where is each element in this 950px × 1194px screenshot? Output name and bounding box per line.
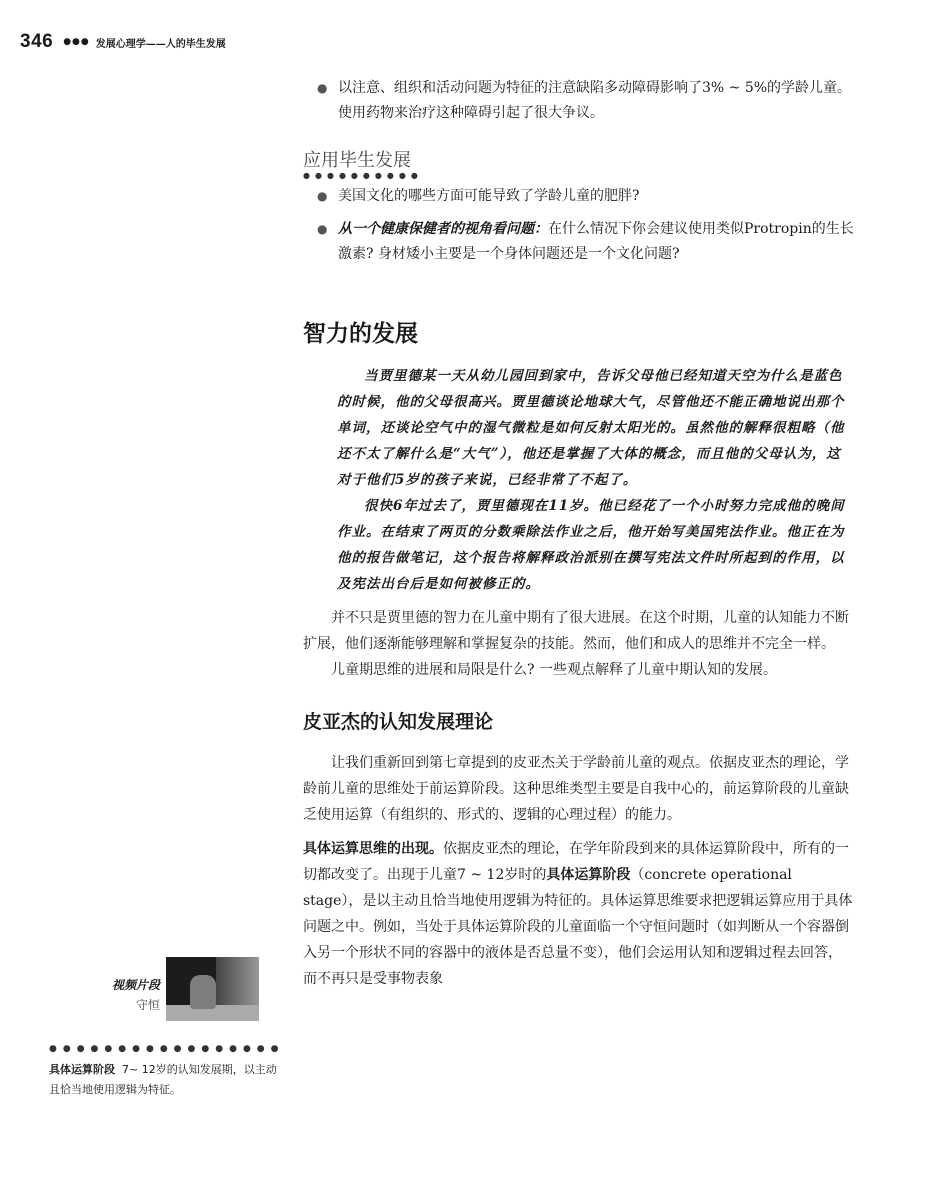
- paragraph-text-a: 依据皮亚杰的理论，在学年阶段到来的具体运算阶段中，所有的一切都改变了。出现于儿童7 ~ 12岁时的: [303, 841, 849, 883]
- paragraph-lead: 具体运算思维的出现。: [303, 841, 443, 857]
- main-column: [303, 76, 855, 992]
- applying-bullet-2-text: 在什么情况下你会建议使用类似Protropin的生长激素? 身材矮小主要是一个身体问题还是一个文化问题?: [338, 221, 854, 262]
- running-title: 发展心理学——人的毕生发展: [95, 38, 226, 50]
- page-header: [20, 30, 226, 54]
- vignette-paragraph-2: 很快6年过去了，贾里德现在11岁。他已经花了一个小时努力完成他的晚间作业。在结束了两页的分数乘除法作业之后，他开始写美国宪法作业。他正在为他的报告做笔记，这个报告将解释政治派别在撰写宪法文件时所起到的作用，以及宪法出台后是如何被修正的。: [337, 498, 845, 592]
- section-title-intelligence: 智力的发展: [303, 321, 418, 347]
- heading-dots: ●●●●●●●●●●: [303, 171, 423, 180]
- opening-vignette: [303, 363, 855, 597]
- section-title-piaget: 皮亚杰的认知发展理论: [303, 711, 494, 733]
- key-term: 具体运算阶段: [546, 867, 631, 883]
- summary-bullet-text: 以注意、组织和活动问题为特征的注意缺陷多动障碍影响了3% ~ 5%的学龄儿童。使用药物来治疗这种障碍引起了很大争议。: [338, 80, 852, 121]
- video-label: [112, 976, 160, 1013]
- video-thumbnail[interactable]: [166, 957, 259, 1021]
- vignette-paragraph-1: 当贾里德某一天从幼儿园回到家中，告诉父母他已经知道天空为什么是蓝色的时候，他的父母很高兴。贾里德谈论地球大气，尽管他还不能正确地说出那个单词，还谈论空气中的湿气微粒是如何反射太阳光的。虽然他的解释很粗略（他还不太了解什么是“大气”），他还是掌握了大体的概念，而且他的父母认为，这对于他们5岁的孩子来说，已经非常了不起了。: [337, 368, 845, 488]
- video-clip-callout[interactable]: [112, 957, 259, 1021]
- bullet-icon: ●: [317, 81, 328, 95]
- body-paragraph: 让我们重新回到第七章提到的皮亚杰关于学龄前儿童的观点。依据皮亚杰的理论，学龄前儿童的思维处于前运算阶段。这种思维类型主要是自我中心的，前运算阶段的儿童缺乏使用运算（有组织的、形式的、逻辑的心理过程）的能力。: [303, 755, 849, 823]
- bullet-icon: ●: [317, 222, 328, 236]
- definition-dots: ●●●●●●●●●●●●●●●●●: [49, 1044, 285, 1054]
- definition-body: 7~ 12岁的认知发展期，以主动且恰当地使用逻辑为特征。: [49, 1063, 277, 1096]
- video-title: 视频片段: [112, 978, 161, 992]
- applying-heading-text: 应用毕生发展: [303, 150, 411, 171]
- applying-heading: [303, 146, 423, 180]
- video-subtitle: 守恒: [136, 998, 161, 1012]
- margin-definition: [49, 1044, 285, 1100]
- page-number: 346: [20, 31, 54, 52]
- applying-bullet-2: [303, 217, 855, 267]
- bullet-icon: ●: [317, 189, 328, 203]
- paragraph-text-b: （concrete operational stage），是以主动且恰当地使用逻辑为特征的。具体运算思维要求把逻辑运算应用于具体问题之中。例如，当处于具体运算阶段的儿童面临一个守恒问题时（如判断从一个容器倒入另一个形状不同的容器中的液体是否总量不变），他们会运用认知和逻辑过程去回答，而不再只是受事物表象: [303, 867, 853, 987]
- definition-text: [49, 1060, 279, 1100]
- thumbnail-child: [190, 975, 216, 1009]
- body-paragraph: 并不只是贾里德的智力在儿童中期有了很大进展。在这个时期，儿童的认知能力不断扩展，他们逐渐能够理解和掌握复杂的技能。然而，他们和成人的思维并不完全一样。: [303, 610, 849, 652]
- header-dots: ●●●: [63, 37, 90, 47]
- body-paragraph: 儿童期思维的进展和局限是什么? 一些观点解释了儿童中期认知的发展。: [331, 662, 777, 678]
- applying-bullet-1-text: 美国文化的哪些方面可能导致了学龄儿童的肥胖?: [338, 188, 640, 204]
- definition-term: 具体运算阶段: [49, 1063, 115, 1076]
- body-paragraph-concrete: [303, 836, 855, 992]
- summary-bullet: [303, 76, 855, 126]
- applying-bullet-1: [303, 184, 855, 209]
- applying-bullet-2-lead: 从一个健康保健者的视角看问题：: [338, 221, 548, 237]
